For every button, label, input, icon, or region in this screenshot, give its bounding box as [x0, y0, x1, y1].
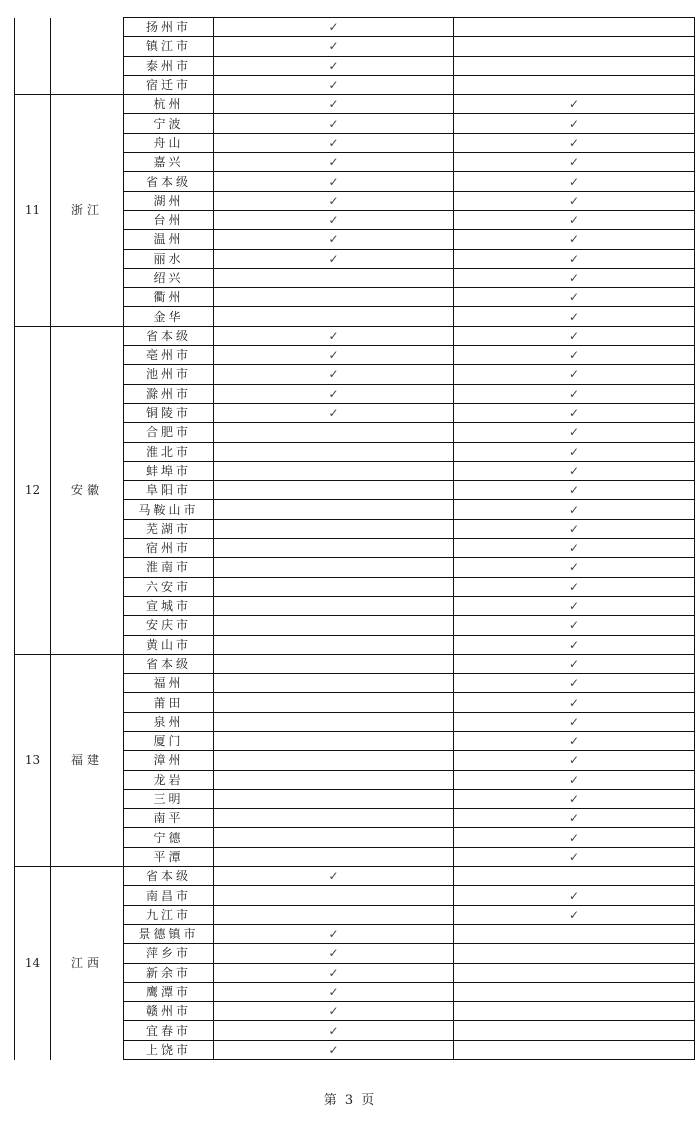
city-cell: 淮北市 [124, 442, 214, 461]
check-cell-a [214, 635, 454, 654]
city-cell: 泉州 [124, 712, 214, 731]
check-cell-a [214, 37, 454, 56]
check-cell-b [454, 75, 695, 94]
checkmark-icon: ✓ [568, 560, 580, 575]
check-cell-a [214, 191, 454, 210]
city-cell: 宁波 [124, 114, 214, 133]
check-cell-b [454, 500, 695, 519]
check-cell-b [454, 153, 695, 172]
table-body [15, 18, 695, 1060]
checkmark-icon: ✓ [568, 714, 580, 729]
check-cell-b [454, 731, 695, 750]
table-row [15, 326, 695, 345]
check-cell-b [454, 616, 695, 635]
checkmark-icon: ✓ [568, 695, 580, 710]
check-cell-a [214, 326, 454, 345]
check-cell-b [454, 751, 695, 770]
checkmark-icon: ✓ [568, 483, 580, 498]
city-cell: 萍乡市 [124, 944, 214, 963]
city-cell: 扬州市 [124, 18, 214, 37]
check-cell-a [214, 1021, 454, 1040]
city-cell: 省本级 [124, 654, 214, 673]
checkmark-icon: ✓ [568, 193, 580, 208]
check-cell-a [214, 442, 454, 461]
checkmark-icon: ✓ [568, 734, 580, 749]
check-cell-a [214, 539, 454, 558]
table-row [15, 18, 695, 37]
check-cell-b [454, 210, 695, 229]
check-cell-a [214, 828, 454, 847]
city-cell: 六安市 [124, 577, 214, 596]
check-cell-b [454, 789, 695, 808]
check-cell-a [214, 924, 454, 943]
check-cell-b [454, 403, 695, 422]
checkmark-icon: ✓ [568, 444, 580, 459]
check-cell-b [454, 18, 695, 37]
region-checklist-table [14, 17, 695, 1060]
city-cell: 宿州市 [124, 539, 214, 558]
check-cell-a [214, 712, 454, 731]
city-cell: 嘉兴 [124, 153, 214, 172]
checkmark-icon: ✓ [328, 946, 339, 961]
check-cell-a [214, 1002, 454, 1021]
checkmark-icon: ✓ [328, 348, 339, 363]
city-cell: 台州 [124, 210, 214, 229]
checkmark-icon: ✓ [568, 772, 580, 787]
check-cell-b [454, 539, 695, 558]
province-cell: 安徽 [51, 326, 124, 654]
check-cell-b [454, 95, 695, 114]
city-cell: 丽水 [124, 249, 214, 268]
check-cell-b [454, 307, 695, 326]
checkmark-icon: ✓ [568, 888, 580, 903]
city-cell: 阜阳市 [124, 481, 214, 500]
checkmark-icon: ✓ [568, 579, 580, 594]
checkmark-icon: ✓ [328, 328, 339, 343]
check-cell-b [454, 828, 695, 847]
check-cell-a [214, 558, 454, 577]
check-cell-a [214, 365, 454, 384]
city-cell: 宿迁市 [124, 75, 214, 94]
serial-number-cell: 11 [15, 95, 51, 327]
check-cell-a [214, 982, 454, 1001]
checkmark-icon: ✓ [568, 251, 580, 266]
city-cell: 宣城市 [124, 596, 214, 615]
check-cell-a [214, 867, 454, 886]
check-cell-b [454, 905, 695, 924]
checkmark-icon: ✓ [568, 792, 580, 807]
check-cell-b [454, 37, 695, 56]
check-cell-b [454, 346, 695, 365]
city-cell: 铜陵市 [124, 403, 214, 422]
check-cell-b [454, 191, 695, 210]
checkmark-icon: ✓ [328, 213, 339, 228]
check-cell-a [214, 693, 454, 712]
check-cell-a [214, 153, 454, 172]
checkmark-icon: ✓ [568, 830, 580, 845]
checkmark-icon: ✓ [328, 406, 339, 421]
checkmark-icon: ✓ [568, 676, 580, 691]
checkmark-icon: ✓ [568, 174, 580, 189]
check-cell-b [454, 288, 695, 307]
checkmark-icon: ✓ [568, 290, 580, 305]
check-cell-b [454, 268, 695, 287]
check-cell-a [214, 56, 454, 75]
city-cell: 绍兴 [124, 268, 214, 287]
table-row [15, 867, 695, 886]
checkmark-icon: ✓ [568, 656, 580, 671]
checkmark-icon: ✓ [568, 155, 580, 170]
checkmark-icon: ✓ [568, 907, 580, 922]
checkmark-icon: ✓ [328, 78, 339, 93]
check-cell-a [214, 963, 454, 982]
check-cell-a [214, 731, 454, 750]
check-cell-b [454, 886, 695, 905]
province-cell [51, 18, 124, 95]
check-cell-a [214, 95, 454, 114]
city-cell: 宜春市 [124, 1021, 214, 1040]
city-cell: 芜湖市 [124, 519, 214, 538]
checkmark-icon: ✓ [568, 386, 580, 401]
check-cell-b [454, 963, 695, 982]
check-cell-b [454, 230, 695, 249]
check-cell-a [214, 307, 454, 326]
check-cell-a [214, 18, 454, 37]
check-cell-a [214, 461, 454, 480]
check-cell-b [454, 577, 695, 596]
checkmark-icon: ✓ [568, 232, 580, 247]
checkmark-icon: ✓ [568, 213, 580, 228]
checkmark-icon: ✓ [568, 348, 580, 363]
city-cell: 淮南市 [124, 558, 214, 577]
city-cell: 湖州 [124, 191, 214, 210]
checkmark-icon: ✓ [328, 1023, 339, 1038]
checkmark-icon: ✓ [328, 20, 339, 35]
check-cell-a [214, 905, 454, 924]
check-cell-a [214, 133, 454, 152]
checkmark-icon: ✓ [328, 97, 339, 112]
check-cell-a [214, 616, 454, 635]
checkmark-icon: ✓ [568, 116, 580, 131]
serial-number-cell: 14 [15, 867, 51, 1060]
check-cell-b [454, 1021, 695, 1040]
checkmark-icon: ✓ [328, 232, 339, 247]
check-cell-b [454, 384, 695, 403]
checkmark-icon: ✓ [328, 1042, 339, 1057]
city-cell: 鹰潭市 [124, 982, 214, 1001]
check-cell-b [454, 558, 695, 577]
check-cell-b [454, 172, 695, 191]
checkmark-icon: ✓ [568, 849, 580, 864]
checkmark-icon: ✓ [328, 984, 339, 999]
checkmark-icon: ✓ [568, 618, 580, 633]
serial-number-cell [15, 18, 51, 95]
check-cell-b [454, 654, 695, 673]
check-cell-a [214, 674, 454, 693]
check-cell-a [214, 346, 454, 365]
check-cell-a [214, 1040, 454, 1059]
check-cell-b [454, 944, 695, 963]
checkmark-icon: ✓ [568, 541, 580, 556]
check-cell-a [214, 114, 454, 133]
city-cell: 新余市 [124, 963, 214, 982]
checkmark-icon: ✓ [568, 271, 580, 285]
table-row [15, 654, 695, 673]
check-cell-b [454, 56, 695, 75]
city-cell: 九江市 [124, 905, 214, 924]
check-cell-a [214, 403, 454, 422]
city-cell: 三明 [124, 789, 214, 808]
checkmark-icon: ✓ [568, 637, 580, 652]
checkmark-icon: ✓ [328, 58, 339, 73]
check-cell-b [454, 249, 695, 268]
city-cell: 漳州 [124, 751, 214, 770]
city-cell: 泰州市 [124, 56, 214, 75]
checkmark-icon: ✓ [568, 309, 580, 324]
checkmark-icon: ✓ [328, 386, 339, 401]
check-cell-b [454, 461, 695, 480]
check-cell-a [214, 751, 454, 770]
serial-number-cell: 13 [15, 654, 51, 866]
check-cell-b [454, 481, 695, 500]
check-cell-b [454, 596, 695, 615]
checkmark-icon: ✓ [568, 406, 580, 421]
checkmark-icon: ✓ [568, 753, 580, 768]
check-cell-b [454, 924, 695, 943]
checkmark-icon: ✓ [568, 97, 580, 112]
city-cell: 池州市 [124, 365, 214, 384]
check-cell-a [214, 210, 454, 229]
city-cell: 金华 [124, 307, 214, 326]
checkmark-icon: ✓ [328, 193, 339, 208]
table-row [15, 95, 695, 114]
city-cell: 马鞍山市 [124, 500, 214, 519]
city-cell: 赣州市 [124, 1002, 214, 1021]
checkmark-icon: ✓ [568, 599, 580, 614]
city-cell: 景德镇市 [124, 924, 214, 943]
city-cell: 舟山 [124, 133, 214, 152]
city-cell: 温州 [124, 230, 214, 249]
city-cell: 福州 [124, 674, 214, 693]
check-cell-a [214, 519, 454, 538]
check-cell-b [454, 867, 695, 886]
check-cell-b [454, 519, 695, 538]
check-cell-a [214, 384, 454, 403]
checkmark-icon: ✓ [328, 251, 339, 266]
check-cell-a [214, 288, 454, 307]
check-cell-b [454, 133, 695, 152]
city-cell: 厦门 [124, 731, 214, 750]
check-cell-b [454, 809, 695, 828]
check-cell-a [214, 596, 454, 615]
city-cell: 衢州 [124, 288, 214, 307]
check-cell-a [214, 172, 454, 191]
checkmark-icon: ✓ [568, 811, 580, 826]
check-cell-b [454, 847, 695, 866]
province-cell: 福建 [51, 654, 124, 866]
check-cell-b [454, 674, 695, 693]
check-cell-b [454, 712, 695, 731]
check-cell-b [454, 423, 695, 442]
checkmark-icon: ✓ [328, 155, 339, 170]
check-cell-b [454, 365, 695, 384]
check-cell-b [454, 693, 695, 712]
check-cell-a [214, 789, 454, 808]
city-cell: 上饶市 [124, 1040, 214, 1059]
check-cell-a [214, 481, 454, 500]
checkmark-icon: ✓ [568, 521, 580, 536]
check-cell-b [454, 1002, 695, 1021]
check-cell-b [454, 770, 695, 789]
check-cell-a [214, 423, 454, 442]
city-cell: 省本级 [124, 326, 214, 345]
check-cell-a [214, 809, 454, 828]
checkmark-icon: ✓ [328, 1004, 339, 1019]
city-cell: 省本级 [124, 867, 214, 886]
city-cell: 省本级 [124, 172, 214, 191]
check-cell-a [214, 268, 454, 287]
city-cell: 亳州市 [124, 346, 214, 365]
city-cell: 蚌埠市 [124, 461, 214, 480]
city-cell: 杭州 [124, 95, 214, 114]
checkmark-icon: ✓ [328, 174, 339, 189]
check-cell-b [454, 982, 695, 1001]
checkmark-icon: ✓ [328, 367, 339, 382]
city-cell: 南昌市 [124, 886, 214, 905]
checkmark-icon: ✓ [328, 869, 339, 884]
checkmark-icon: ✓ [328, 965, 339, 980]
checkmark-icon: ✓ [568, 425, 580, 440]
check-cell-a [214, 654, 454, 673]
checkmark-icon: ✓ [568, 502, 580, 517]
check-cell-b [454, 114, 695, 133]
check-cell-a [214, 75, 454, 94]
checkmark-icon: ✓ [568, 135, 580, 150]
check-cell-a [214, 944, 454, 963]
province-cell: 浙江 [51, 95, 124, 327]
checkmark-icon: ✓ [328, 135, 339, 150]
check-cell-a [214, 847, 454, 866]
checkmark-icon: ✓ [568, 367, 580, 382]
check-cell-a [214, 230, 454, 249]
city-cell: 南平 [124, 809, 214, 828]
check-cell-a [214, 770, 454, 789]
check-cell-b [454, 326, 695, 345]
page-number: 第 3 页 [323, 1093, 377, 1108]
city-cell: 平潭 [124, 847, 214, 866]
checkmark-icon: ✓ [568, 463, 580, 478]
checkmark-icon: ✓ [328, 927, 339, 942]
city-cell: 龙岩 [124, 770, 214, 789]
city-cell: 合肥市 [124, 423, 214, 442]
check-cell-b [454, 1040, 695, 1059]
city-cell: 宁德 [124, 828, 214, 847]
serial-number-cell: 12 [15, 326, 51, 654]
province-cell: 江西 [51, 867, 124, 1060]
city-cell: 安庆市 [124, 616, 214, 635]
city-cell: 莆田 [124, 693, 214, 712]
check-cell-a [214, 886, 454, 905]
city-cell: 黄山市 [124, 635, 214, 654]
checkmark-icon: ✓ [328, 116, 339, 131]
checkmark-icon: ✓ [328, 39, 339, 54]
check-cell-b [454, 442, 695, 461]
city-cell: 滁州市 [124, 384, 214, 403]
check-cell-a [214, 577, 454, 596]
check-cell-b [454, 635, 695, 654]
city-cell: 镇江市 [124, 37, 214, 56]
check-cell-a [214, 249, 454, 268]
check-cell-a [214, 500, 454, 519]
checkmark-icon: ✓ [568, 328, 580, 343]
